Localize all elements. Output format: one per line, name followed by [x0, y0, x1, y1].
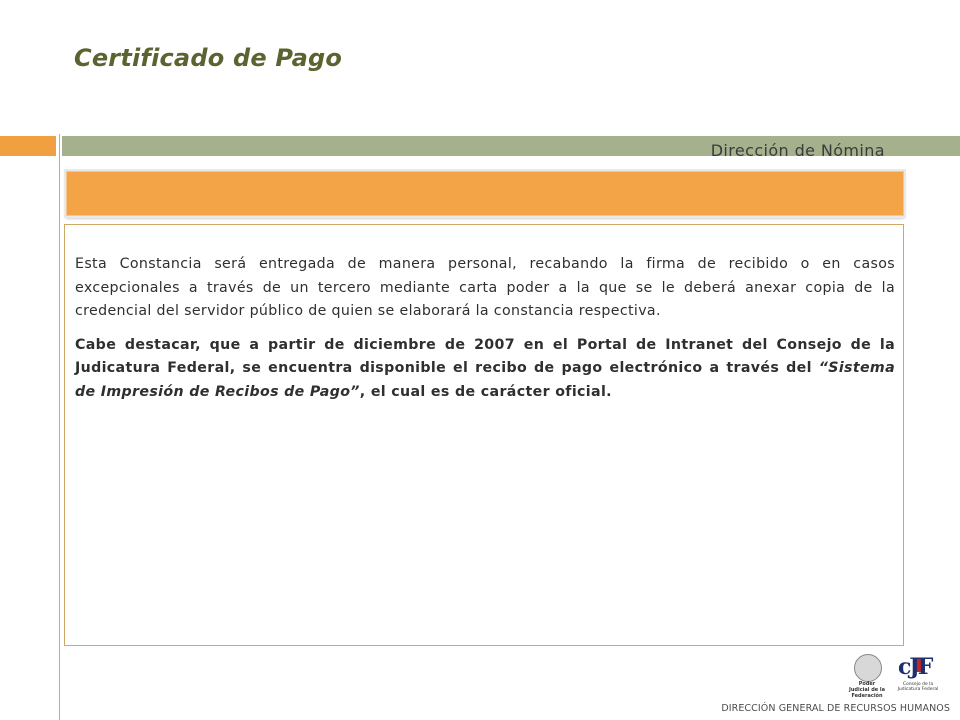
- seal-icon: [854, 654, 882, 682]
- poder-judicial-seal-logo: [848, 652, 886, 698]
- header-banner: [66, 171, 904, 216]
- paragraph-text-end: , el cual es de carácter oficial.: [359, 383, 612, 400]
- footer-text: DIRECCIÓN GENERAL DE RECURSOS HUMANOS: [721, 703, 950, 714]
- subtitle: Dirección de Nómina: [710, 141, 885, 160]
- cjf-logo: [896, 652, 940, 698]
- system-name: “Sistema de Impresión de Recibos de Pago”: [75, 360, 895, 400]
- seal-caption: Poder Judicial de la Federación: [848, 681, 886, 699]
- cjf-caption: Consejo de la Judicatura Federal: [897, 682, 939, 692]
- paragraph-electronic-receipt: [75, 334, 895, 405]
- logos: [848, 652, 948, 698]
- cjf-mark: cJF: [898, 654, 932, 680]
- page-title: Certificado de Pago: [74, 44, 343, 72]
- vertical-divider: [59, 134, 60, 720]
- paragraph-delivery: Esta Constancia será entregada de manera personal, recabando la firma de recibido o en casos excepcionales a través de un tercero mediante carta poder a la que se le deberá anexar copia de la credencial del servidor público de quien se elaborará la constancia respectiva.: [75, 256, 895, 319]
- orange-accent-strip: [0, 136, 56, 156]
- content-box: [64, 224, 904, 646]
- paragraph-text: Cabe destacar, que a partir de diciembre de 2007 en el Portal de Intranet del Consejo de la Judicatura Federal, se encuentra disponible el recibo de pago electrónico a través del: [75, 336, 895, 376]
